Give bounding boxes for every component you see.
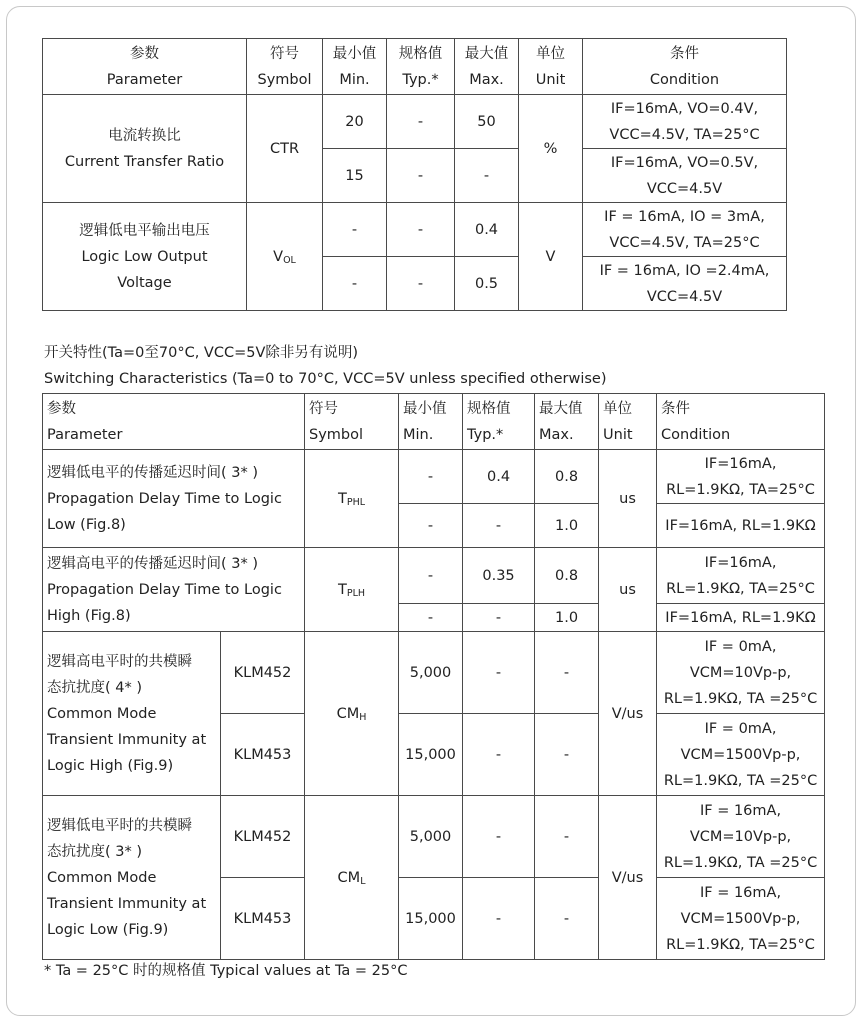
typ-value: - — [387, 203, 455, 257]
condition-cell: IF = 0mA, VCM=1500Vp-p, RL=1.9KΩ, TA =25°C — [657, 714, 825, 796]
condition-cell: IF = 16mA, IO =2.4mA, VCC=4.5V — [583, 257, 787, 311]
min-value: 20 — [323, 95, 387, 149]
condition-cell: IF=16mA, RL=1.9KΩ, TA=25°C — [657, 548, 825, 604]
condition-cell: IF = 16mA, VCM=1500Vp-p, RL=1.9KΩ, TA=25°C — [657, 878, 825, 960]
condition-cell: IF = 16mA, IO = 3mA, VCC=4.5V, TA=25°C — [583, 203, 787, 257]
condition-cell: IF=16mA, VO=0.4V, VCC=4.5V, TA=25°C — [583, 95, 787, 149]
param-ctr: 电流转换比 Current Transfer Ratio — [43, 95, 247, 203]
typ-value: - — [463, 796, 535, 878]
table-row — [43, 203, 787, 257]
max-value: - — [455, 149, 519, 203]
param-cml: 逻辑低电平时的共模瞬 态抗扰度( 3* ) Common Mode Transient Immunity at Logic Low (Fig.9) — [43, 796, 221, 960]
condition-cell: IF=16mA, RL=1.9KΩ — [657, 504, 825, 548]
typ-value: 0.35 — [463, 548, 535, 604]
unit-cmh: V/us — [599, 632, 657, 796]
header-unit: 单位 Unit — [519, 39, 583, 95]
header-max: 最大值 Max. — [535, 394, 599, 450]
switching-caption-cn: 开关特性(Ta=0至70°C, VCC=5V除非另有说明) — [44, 345, 359, 361]
header-symbol: 符号 Symbol — [247, 39, 323, 95]
symbol-tphl: $T_{PHL}$ — [305, 450, 399, 548]
min-value: - — [399, 450, 463, 504]
unit-vol: V — [519, 203, 583, 311]
min-value: 5,000 — [399, 796, 463, 878]
typ-value: 0.4 — [463, 450, 535, 504]
max-value: 0.5 — [455, 257, 519, 311]
param-cmh: 逻辑高电平时的共模瞬 态抗扰度( 4* ) Common Mode Transient Immunity at Logic High (Fig.9) — [43, 632, 221, 796]
max-value: 1.0 — [535, 504, 599, 548]
max-value: 0.8 — [535, 450, 599, 504]
condition-cell: IF=16mA, VO=0.5V, VCC=4.5V — [583, 149, 787, 203]
header-parameter: 参数 Parameter — [43, 39, 247, 95]
unit-cml: V/us — [599, 796, 657, 960]
unit-tplh: us — [599, 548, 657, 632]
table-row — [43, 450, 825, 504]
table-row — [43, 796, 825, 878]
max-value: 50 — [455, 95, 519, 149]
typ-value: - — [463, 632, 535, 714]
param-tphl: 逻辑低电平的传播延迟时间( 3* ) Propagation Delay Time to Logic Low (Fig.8) — [43, 450, 305, 548]
min-value: - — [399, 504, 463, 548]
symbol-ctr: CTR — [247, 95, 323, 203]
min-value: - — [323, 257, 387, 311]
typ-value: - — [387, 149, 455, 203]
max-value: 0.4 — [455, 203, 519, 257]
part-number: KLM453 — [221, 714, 305, 796]
typ-value: - — [387, 257, 455, 311]
header-min: 最小值 Min. — [399, 394, 463, 450]
part-number: KLM453 — [221, 878, 305, 960]
param-tplh: 逻辑高电平的传播延迟时间( 3* ) Propagation Delay Time to Logic High (Fig.8) — [43, 548, 305, 632]
table-header-row — [43, 39, 787, 95]
header-unit: 单位 Unit — [599, 394, 657, 450]
param-vol: 逻辑低电平输出电压 Logic Low Output Voltage — [43, 203, 247, 311]
header-max: 最大值 Max. — [455, 39, 519, 95]
max-value: - — [535, 714, 599, 796]
max-value: - — [535, 796, 599, 878]
symbol-vol: $V_{OL}$ — [247, 203, 323, 311]
header-symbol: 符号 Symbol — [305, 394, 399, 450]
table-header-row — [43, 394, 825, 450]
unit-ctr: % — [519, 95, 583, 203]
min-value: 15 — [323, 149, 387, 203]
table-row — [43, 95, 787, 149]
symbol-tplh: $T_{PLH}$ — [305, 548, 399, 632]
max-value: 1.0 — [535, 604, 599, 632]
typ-value: - — [463, 878, 535, 960]
typ-value: - — [463, 714, 535, 796]
table-row — [43, 632, 825, 714]
header-typ: 规格值 Typ.* — [463, 394, 535, 450]
min-value: 15,000 — [399, 878, 463, 960]
condition-cell: IF=16mA, RL=1.9KΩ, TA=25°C — [657, 450, 825, 504]
max-value: - — [535, 878, 599, 960]
part-number: KLM452 — [221, 796, 305, 878]
min-value: - — [399, 604, 463, 632]
min-value: - — [399, 548, 463, 604]
footnote: * Ta = 25°C 时的规格值 Typical values at Ta = 25°C — [44, 963, 408, 979]
typ-value: - — [387, 95, 455, 149]
min-value: 15,000 — [399, 714, 463, 796]
table-row — [43, 548, 825, 604]
switching-caption-en: Switching Characteristics (Ta=0 to 70°C, VCC=5V unless specified otherwise) — [44, 371, 607, 387]
header-condition: 条件 Condition — [583, 39, 787, 95]
header-min: 最小值 Min. — [323, 39, 387, 95]
header-typ: 规格值 Typ.* — [387, 39, 455, 95]
condition-cell: IF = 16mA, VCM=10Vp-p, RL=1.9KΩ, TA =25°C — [657, 796, 825, 878]
condition-cell: IF = 0mA, VCM=10Vp-p, RL=1.9KΩ, TA =25°C — [657, 632, 825, 714]
typ-value: - — [463, 504, 535, 548]
condition-cell: IF=16mA, RL=1.9KΩ — [657, 604, 825, 632]
max-value: 0.8 — [535, 548, 599, 604]
header-condition: 条件 Condition — [657, 394, 825, 450]
max-value: - — [535, 632, 599, 714]
header-parameter: 参数 Parameter — [43, 394, 305, 450]
typ-value: - — [463, 604, 535, 632]
symbol-cmh: $CM_H$ — [305, 632, 399, 796]
min-value: 5,000 — [399, 632, 463, 714]
min-value: - — [323, 203, 387, 257]
unit-tphl: us — [599, 450, 657, 548]
part-number: KLM452 — [221, 632, 305, 714]
switching-characteristics-table — [42, 393, 825, 960]
dc-characteristics-table — [42, 38, 787, 311]
symbol-cml: $CM_L$ — [305, 796, 399, 960]
